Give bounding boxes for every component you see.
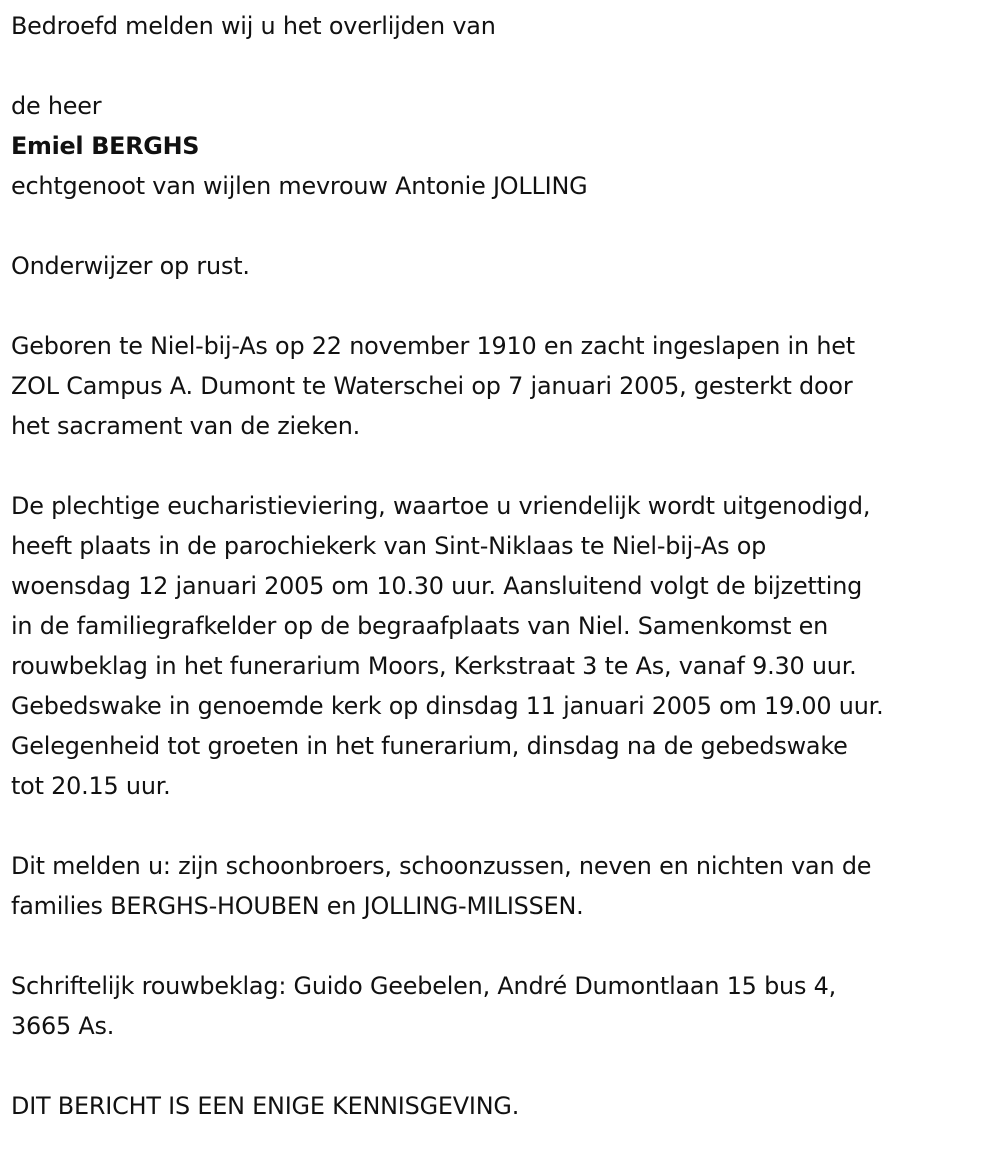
spacer [11, 806, 996, 846]
paragraph-line: Geboren te Niel-bij-As op 22 november 1910 en zacht ingeslapen in het [11, 332, 855, 360]
closing-text: DIT BERICHT IS EEN ENIGE KENNISGEVING. [11, 1092, 520, 1120]
paragraph-line: families BERGHS-HOUBEN en JOLLING-MILISSEN. [11, 892, 584, 920]
spacer [11, 926, 996, 966]
paragraph-line: heeft plaats in de parochiekerk van Sint-Niklaas te Niel-bij-As op [11, 532, 767, 560]
spacer [11, 446, 996, 486]
intro-text: Bedroefd melden wij u het overlijden van [11, 12, 496, 40]
spacer [11, 46, 996, 86]
family-paragraph [11, 846, 996, 926]
deceased-name: Emiel BERGHS [11, 132, 200, 160]
occupation-text: Onderwijzer op rust. [11, 252, 250, 280]
paragraph-line: ZOL Campus A. Dumont te Waterschei op 7 januari 2005, gesterkt door [11, 372, 853, 400]
paragraph-line: in de familiegrafkelder op de begraafplaats van Niel. Samenkomst en [11, 612, 829, 640]
spouse-text: echtgenoot van wijlen mevrouw Antonie JOLLING [11, 172, 588, 200]
paragraph-line: het sacrament van de zieken. [11, 412, 361, 440]
paragraph-line: rouwbeklag in het funerarium Moors, Kerkstraat 3 te As, vanaf 9.30 uur. [11, 652, 857, 680]
paragraph-line: tot 20.15 uur. [11, 772, 171, 800]
salutation-text: de heer [11, 92, 102, 120]
spacer [11, 206, 996, 246]
condolences-paragraph [11, 966, 996, 1046]
paragraph-line: Dit melden u: zijn schoonbroers, schoonzussen, neven en nichten van de [11, 852, 872, 880]
spacer [11, 286, 996, 326]
paragraph-line: Gelegenheid tot groeten in het funerarium, dinsdag na de gebedswake [11, 732, 848, 760]
death-notice [11, 6, 996, 1126]
ceremony-paragraph [11, 486, 996, 806]
paragraph-line: 3665 As. [11, 1012, 115, 1040]
spacer [11, 1046, 996, 1086]
paragraph-line: De plechtige eucharistieviering, waartoe u vriendelijk wordt uitgenodigd, [11, 492, 871, 520]
paragraph-line: Schriftelijk rouwbeklag: Guido Geebelen, André Dumontlaan 15 bus 4, [11, 972, 836, 1000]
birth-death-paragraph [11, 326, 996, 446]
paragraph-line: Gebedswake in genoemde kerk op dinsdag 11 januari 2005 om 19.00 uur. [11, 692, 884, 720]
paragraph-line: woensdag 12 januari 2005 om 10.30 uur. Aansluitend volgt de bijzetting [11, 572, 863, 600]
